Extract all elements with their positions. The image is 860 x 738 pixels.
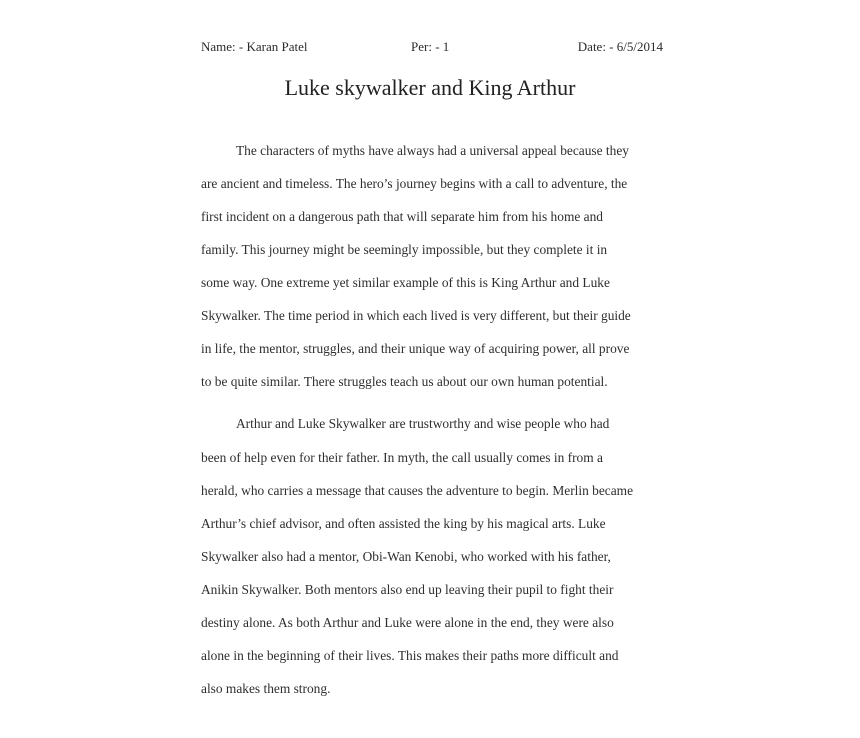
header-row: [201, 38, 663, 56]
paragraph-line: first incident on a dangerous path that will separate him from his home and: [201, 209, 603, 224]
student-name: Name: - Karan Patel: [201, 39, 308, 54]
paragraph-line: The characters of myths have always had a universal appeal because they: [236, 143, 629, 158]
class-period: Per: - 1: [411, 39, 450, 54]
document-date: Date: - 6/5/2014: [577, 39, 663, 54]
paragraph-line: destiny alone. As both Arthur and Luke were alone in the end, they were also: [201, 615, 614, 630]
paragraph-line: Skywalker. The time period in which each lived is very different, but their guide: [201, 308, 631, 323]
paragraph-line: in life, the mentor, struggles, and their unique way of acquiring power, all prove: [201, 341, 630, 356]
paragraph-line: some way. One extreme yet similar example of this is King Arthur and Luke: [201, 275, 610, 290]
paragraph-line: Arthur and Luke Skywalker are trustworthy and wise people who had: [236, 416, 610, 431]
paragraph-line: family. This journey might be seemingly impossible, but they complete it in: [201, 242, 608, 257]
paragraph-line: herald, who carries a message that causes the adventure to begin. Merlin became: [201, 483, 634, 498]
paragraph-line: to be quite similar. There struggles teach us about our own human potential.: [201, 374, 608, 389]
paragraph-line: been of help even for their father. In myth, the call usually comes in from a: [201, 450, 603, 465]
paragraph-line: Arthur’s chief advisor, and often assisted the king by his magical arts. Luke: [201, 516, 606, 531]
paragraph-line: Skywalker also had a mentor, Obi-Wan Kenobi, who worked with his father,: [201, 549, 611, 564]
paragraph-line: are ancient and timeless. The hero’s journey begins with a call to adventure, the: [201, 176, 628, 191]
paragraph-line: Anikin Skywalker. Both mentors also end up leaving their pupil to fight their: [201, 582, 614, 597]
document-title: Luke skywalker and King Arthur: [284, 75, 576, 100]
paragraph-line: also makes them strong.: [201, 681, 331, 696]
paragraph-line: alone in the beginning of their lives. This makes their paths more difficult and: [201, 648, 619, 663]
